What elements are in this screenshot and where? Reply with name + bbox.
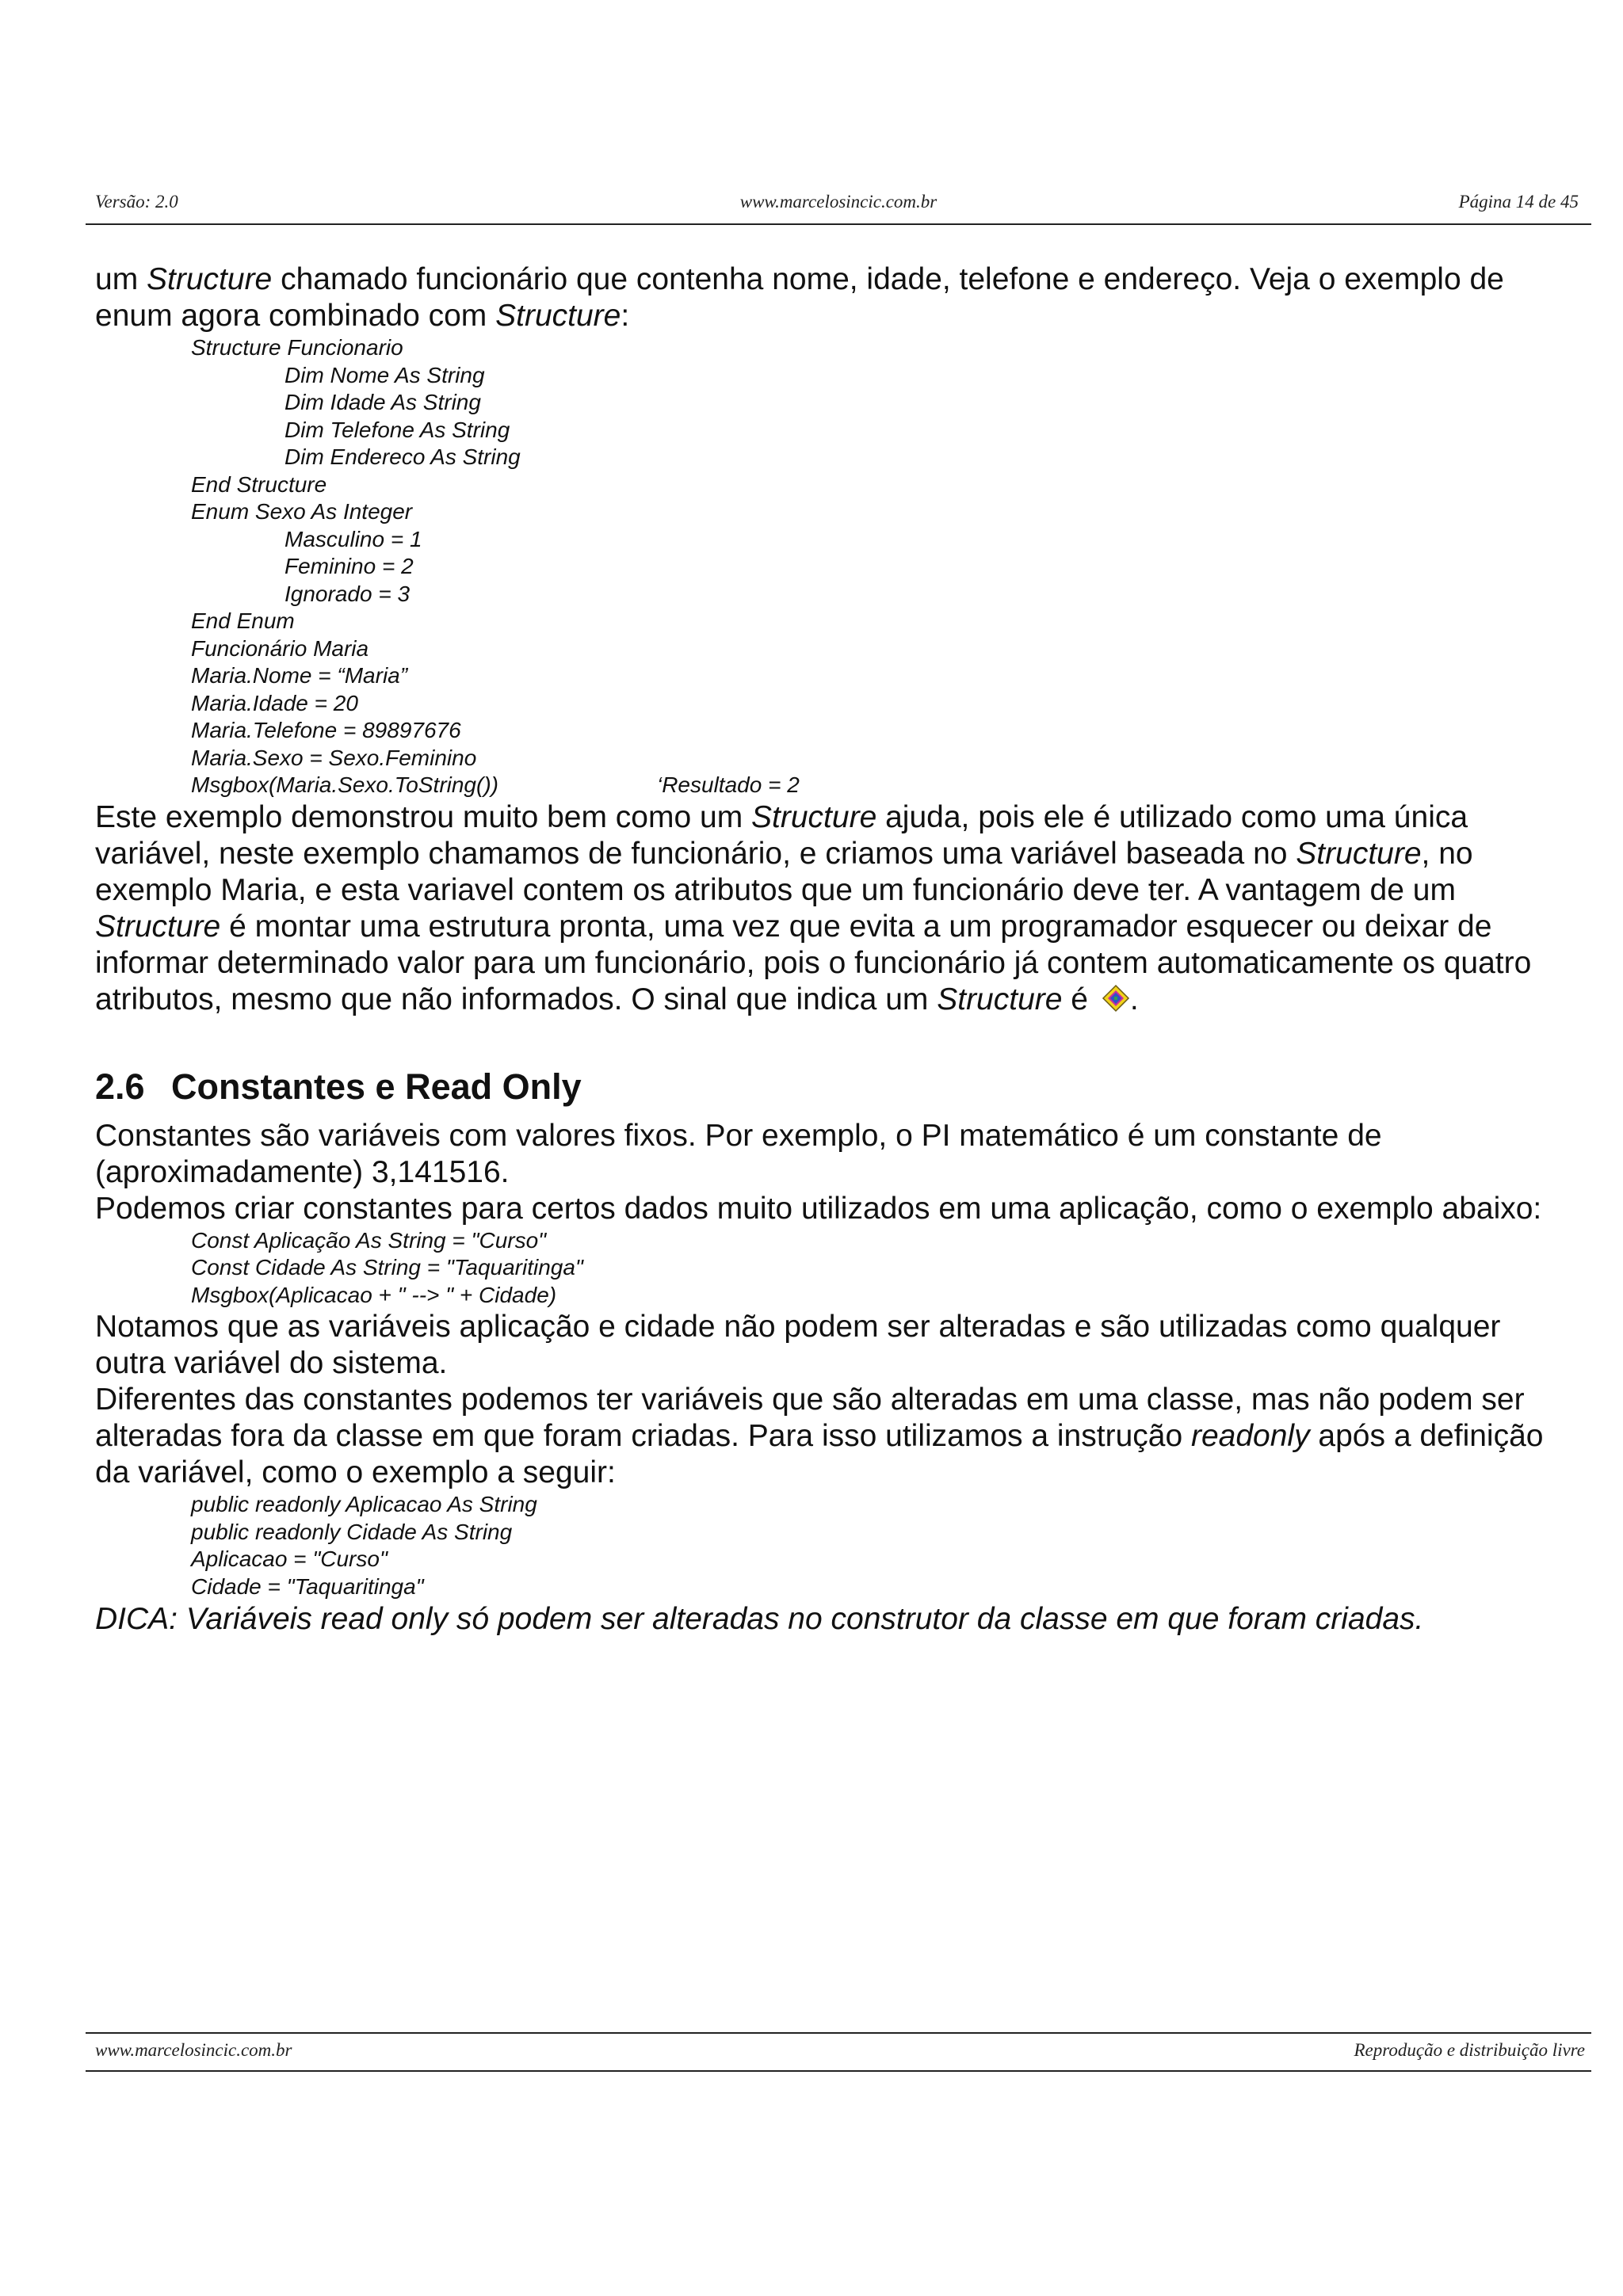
page-content — [95, 261, 1545, 1638]
code-line: Funcionário Maria — [191, 635, 369, 661]
code-line: Structure Funcionario — [191, 335, 403, 360]
code-line: Const Cidade As String = "Taquaritinga" — [191, 1255, 583, 1280]
code-line: public readonly Cidade As String — [191, 1519, 513, 1544]
constants-paragraph: Constantes são variáveis com valores fixos. Por exemplo, o PI matemático é um constante de (aproximadamente) 3,141516. — [95, 1118, 1382, 1189]
code-line — [191, 772, 1545, 799]
code-line: Maria.Telefone = 89897676 — [191, 718, 461, 742]
code-block-constants — [95, 1227, 1545, 1310]
footer-license: Reprodução e distribuição livre — [1354, 2040, 1585, 2060]
constants-example-intro: Podemos criar constantes para certos dados muito utilizados em uma aplicação, como o exemplo abaixo: — [95, 1191, 1542, 1226]
code-line: Dim Idade As String — [285, 390, 481, 414]
section-title: Constantes e Read Only — [171, 1066, 582, 1107]
text: Diferentes das constantes podemos ter variáveis que são alteradas em uma classe, mas não podem ser alteradas fora da classe em que foram criadas. Para isso utilizamos a instrução — [95, 1383, 1525, 1453]
section-number: 2.6 — [95, 1066, 145, 1107]
code-line: Maria.Nome = “Maria” — [191, 663, 408, 688]
text: um — [95, 262, 147, 296]
emphasis: Structure — [937, 982, 1063, 1016]
tip-paragraph: DICA: Variáveis read only só podem ser alteradas no construtor da classe em que foram criadas. — [95, 1602, 1424, 1636]
code-line: Enum Sexo As Integer — [191, 499, 413, 524]
structure-explanation-paragraph — [95, 799, 1545, 1018]
page-header — [86, 192, 1591, 225]
text: chamado funcionário que contenha nome, idade, telefone e endereço. Veja o exemplo de enum agora combinado com — [95, 262, 1504, 333]
code-line: Const Aplicação As String = "Curso" — [191, 1227, 547, 1253]
code-line: Msgbox(Aplicacao + " --> " + Cidade) — [191, 1282, 557, 1307]
structure-icon — [1102, 984, 1130, 1013]
code-line: Cidade = "Taquaritinga" — [191, 1573, 424, 1599]
code-line: Dim Telefone As String — [285, 417, 510, 442]
emphasis: Structure — [147, 262, 273, 296]
text: após a definição da variável, como o exemplo a seguir: — [95, 1419, 1544, 1489]
code-line: Maria.Idade = 20 — [191, 690, 358, 715]
text: : — [621, 299, 630, 333]
text: é montar uma estrutura pronta, uma vez que evita a um programador esquecer ou deixar de informar determinado valor para um funcionário, pois o funcionário já contem automaticamente os quatro atributos, mesmo que não informados. O sinal que indica um — [95, 909, 1532, 1016]
code-comment: ‘Resultado = 2 — [656, 772, 800, 797]
code-line: Aplicacao = "Curso" — [191, 1547, 388, 1571]
code-line: public readonly Aplicacao As String — [191, 1492, 537, 1516]
readonly-paragraph — [95, 1382, 1545, 1491]
code-line: Dim Nome As String — [285, 362, 485, 387]
version-label: Versão: 2.0 — [95, 192, 178, 212]
text: , no exemplo Maria, e esta variavel contem os atributos que um funcionário deve ter. A vantagem de um — [95, 836, 1473, 907]
emphasis: Structure — [1296, 836, 1422, 871]
text: Este exemplo demonstrou muito bem como um — [95, 799, 752, 834]
text: . — [1129, 982, 1139, 1016]
text: ajuda, pois ele é utilizado como uma única variável, neste exemplo chamamos de funcionário, e criamos uma variável baseada no — [95, 799, 1468, 871]
section-heading — [95, 1066, 1545, 1108]
constants-note-paragraph: Notamos que as variáveis aplicação e cidade não podem ser alteradas e são utilizadas como qualquer outra variável do sistema. — [95, 1310, 1501, 1380]
emphasis: Structure — [95, 909, 221, 944]
code-block-structure — [95, 334, 1545, 799]
page-number: Página 14 de 45 — [1458, 192, 1579, 212]
emphasis: Structure — [495, 299, 621, 333]
code-block-readonly — [95, 1491, 1545, 1600]
page-footer — [86, 2032, 1591, 2072]
code-text: Msgbox(Maria.Sexo.ToString()) — [191, 772, 498, 797]
code-line: Dim Endereco As String — [285, 444, 521, 469]
code-line: End Structure — [191, 471, 327, 497]
emphasis: Structure — [751, 799, 877, 834]
code-line: Maria.Sexo = Sexo.Feminino — [191, 745, 477, 770]
code-line: Ignorado = 3 — [285, 581, 411, 606]
code-line: Feminino = 2 — [285, 554, 414, 578]
code-line: End Enum — [191, 608, 295, 633]
header-site: www.marcelosincic.com.br — [739, 192, 938, 212]
footer-site: www.marcelosincic.com.br — [95, 2040, 292, 2060]
emphasis: readonly — [1190, 1419, 1310, 1453]
intro-paragraph — [95, 261, 1545, 334]
code-line: Masculino = 1 — [285, 526, 422, 551]
text: é — [1062, 982, 1097, 1016]
